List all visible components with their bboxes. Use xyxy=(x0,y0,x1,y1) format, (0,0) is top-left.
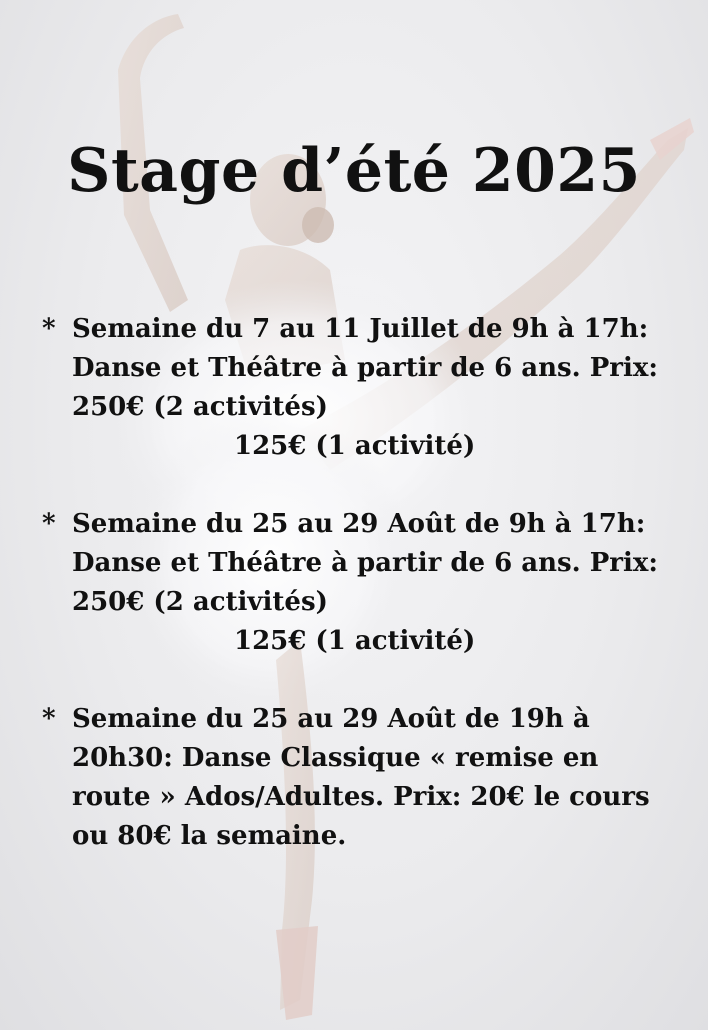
price-single-activity: 125€ (1 activité) xyxy=(234,431,476,461)
page-title: Stage d’été 2025 xyxy=(67,136,641,206)
price-single-activity: 125€ (1 activité) xyxy=(234,626,476,656)
list-item-text: Semaine du 25 au 29 Août de 9h à 17h: Danse et Théâtre à partir de 6 ans. Prix: 250€ (2 activités) xyxy=(72,509,658,617)
bullet-asterisk: * xyxy=(42,704,56,734)
bullet-asterisk: * xyxy=(42,509,56,539)
bullet-asterisk: * xyxy=(42,314,56,344)
list-item-text: Semaine du 7 au 11 Juillet de 9h à 17h: Danse et Théâtre à partir de 6 ans. Prix: 250€ (2 activités) xyxy=(72,314,658,422)
list-item xyxy=(42,310,682,466)
list-item xyxy=(42,700,682,856)
list-item xyxy=(42,505,682,661)
list-item-text: Semaine du 25 au 29 Août de 19h à 20h30: Danse Classique « remise en route » Ados/Adultes. Prix: 20€ le cours ou 80€ la semaine. xyxy=(72,704,650,851)
